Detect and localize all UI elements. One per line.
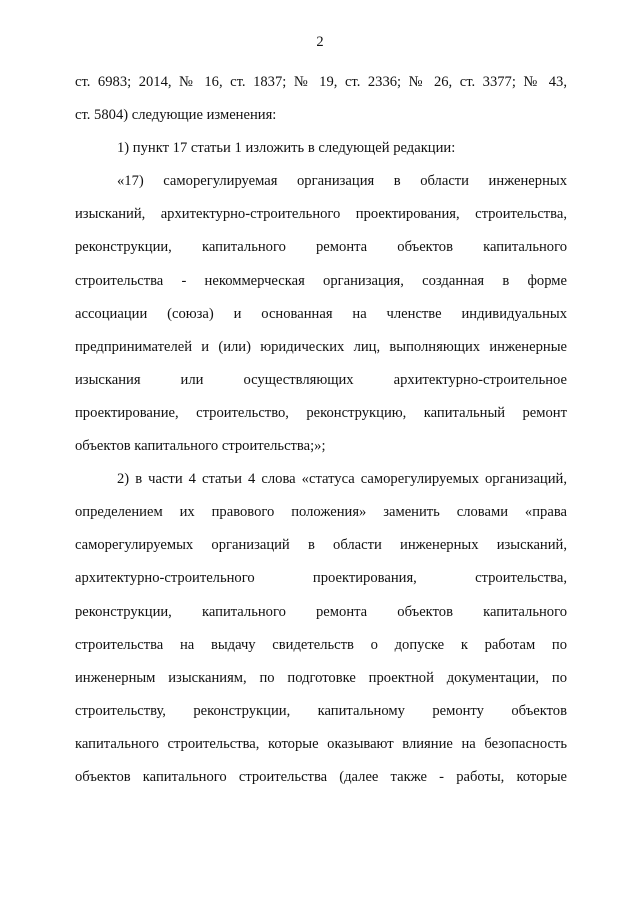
document-body (75, 66, 567, 794)
text-line: строительству, реконструкции, капитальному ремонту объектов (75, 702, 567, 719)
text-line: архитектурно-строительного проектирования, строительства, (75, 570, 567, 587)
text-line: капитального строительства, которые оказывают влияние на безопасность (75, 735, 567, 752)
text-line: ст. 5804) следующие изменения: (75, 107, 277, 124)
text-line: проектирование, строительство, реконструкцию, капитальный ремонт (75, 404, 567, 421)
text-line: инженерным изысканиям, по подготовке проектной документации, по (75, 669, 567, 686)
text-line: реконструкции, капитального ремонта объектов капитального (75, 603, 567, 620)
text-line: определением их правового положения» заменить словами «права (75, 504, 567, 521)
text-line: 2) в части 4 статьи 4 слова «статуса саморегулируемых организаций, (117, 471, 567, 488)
text-line: предпринимателей и (или) юридических лиц, выполняющих инженерные (75, 338, 567, 355)
page-number: 2 (316, 34, 324, 50)
text-line: ассоциации (союза) и основанная на членстве индивидуальных (75, 305, 567, 322)
text-line: объектов капитального строительства;»; (75, 438, 326, 455)
text-line: изысканий, архитектурно-строительного проектирования, строительства, (75, 206, 567, 223)
text-line: объектов капитального строительства (далее также - работы, которые (75, 768, 567, 785)
text-line: 1) пункт 17 статьи 1 изложить в следующей редакции: (117, 140, 456, 157)
text-line: реконструкции, капитального ремонта объектов капитального (75, 239, 567, 256)
text-line: строительства на выдачу свидетельств о допуске к работам по (75, 636, 567, 653)
text-line: изыскания или осуществляющих архитектурно-строительное (75, 371, 567, 388)
text-line: строительства - некоммерческая организация, созданная в форме (75, 272, 567, 289)
text-line: ст. 6983; 2014, № 16, ст. 1837; № 19, ст. 2336; № 26, ст. 3377; № 43, (75, 74, 567, 90)
text-line: саморегулируемых организаций в области инженерных изысканий, (75, 537, 567, 554)
text-line: «17) саморегулируемая организация в области инженерных (117, 173, 567, 190)
